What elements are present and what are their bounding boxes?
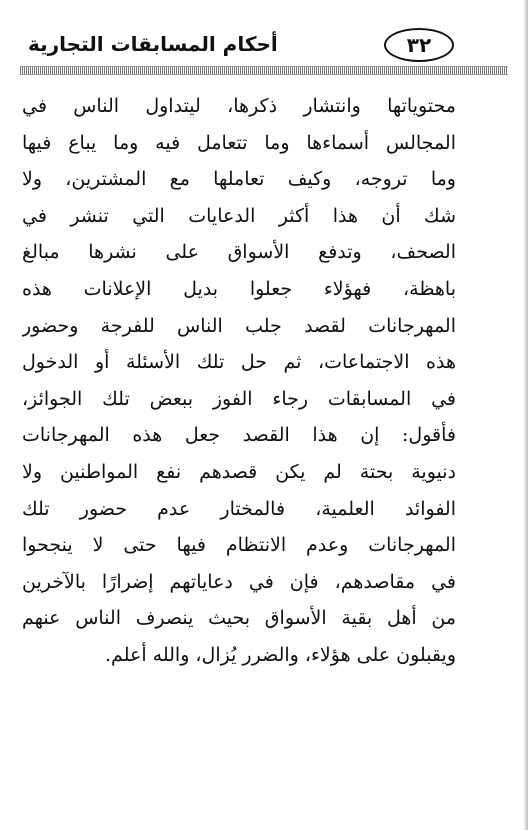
text-line: شك أن هذا أكثر الدعايات التي تنشر في (22, 204, 456, 227)
page-header (20, 26, 508, 66)
text-line: في المسابقات رجاء الفوز ببعض تلك الجوائز، (22, 387, 456, 410)
page-number: ٣٢ (406, 33, 432, 57)
text-line: باهظة، فهؤلاء جعلوا بديل الإعلانات هذه (22, 277, 456, 300)
text-line: في مقاصدهم، فإن في دعاياتهم إضرارًا بالآخرين (22, 570, 456, 593)
text-line: محتوياتها وانتشار ذكرها، ليتداول الناس في (22, 95, 456, 117)
page-edge-shadow (523, 0, 528, 830)
text-line: ويقبلون على هؤلاء، والضرر يُزال، والله أعلم. (105, 643, 456, 666)
text-line: المهرجانات وعدم الانتظام فيها حتى لا ينجحوا (22, 534, 456, 557)
text-line: المهرجانات لقصد جلب الناس للفرجة وحضور (22, 314, 456, 337)
text-line: دنيوية بحتة لم يكن قصدهم نفع المواطنين ولا (22, 460, 456, 483)
header-divider (20, 66, 508, 75)
page-number-oval (384, 28, 454, 62)
text-line: المجالس أسماءها وما تتعامل فيه وما يباع فيها (22, 131, 456, 154)
running-title: أحكام المسابقات التجارية (28, 32, 278, 56)
text-line: وما تروجه، وكيف تعاملها مع المشترين، ولا (22, 168, 456, 191)
text-line: هذه الاجتماعات، ثم حل تلك الأسئلة أو الدخول (22, 351, 456, 374)
text-line: الصحف، وتدفع الأسواق على نشرها مبالغ (22, 241, 456, 264)
text-line: فأقول: إن هذا القصد جعل هذه المهرجانات (22, 424, 456, 447)
body-text (22, 88, 456, 674)
text-line: الفوائد العلمية، فالمختار عدم حضور تلك (22, 497, 456, 520)
text-line: من أهل بقية الأسواق بحيث ينصرف الناس عنهم (22, 607, 456, 630)
